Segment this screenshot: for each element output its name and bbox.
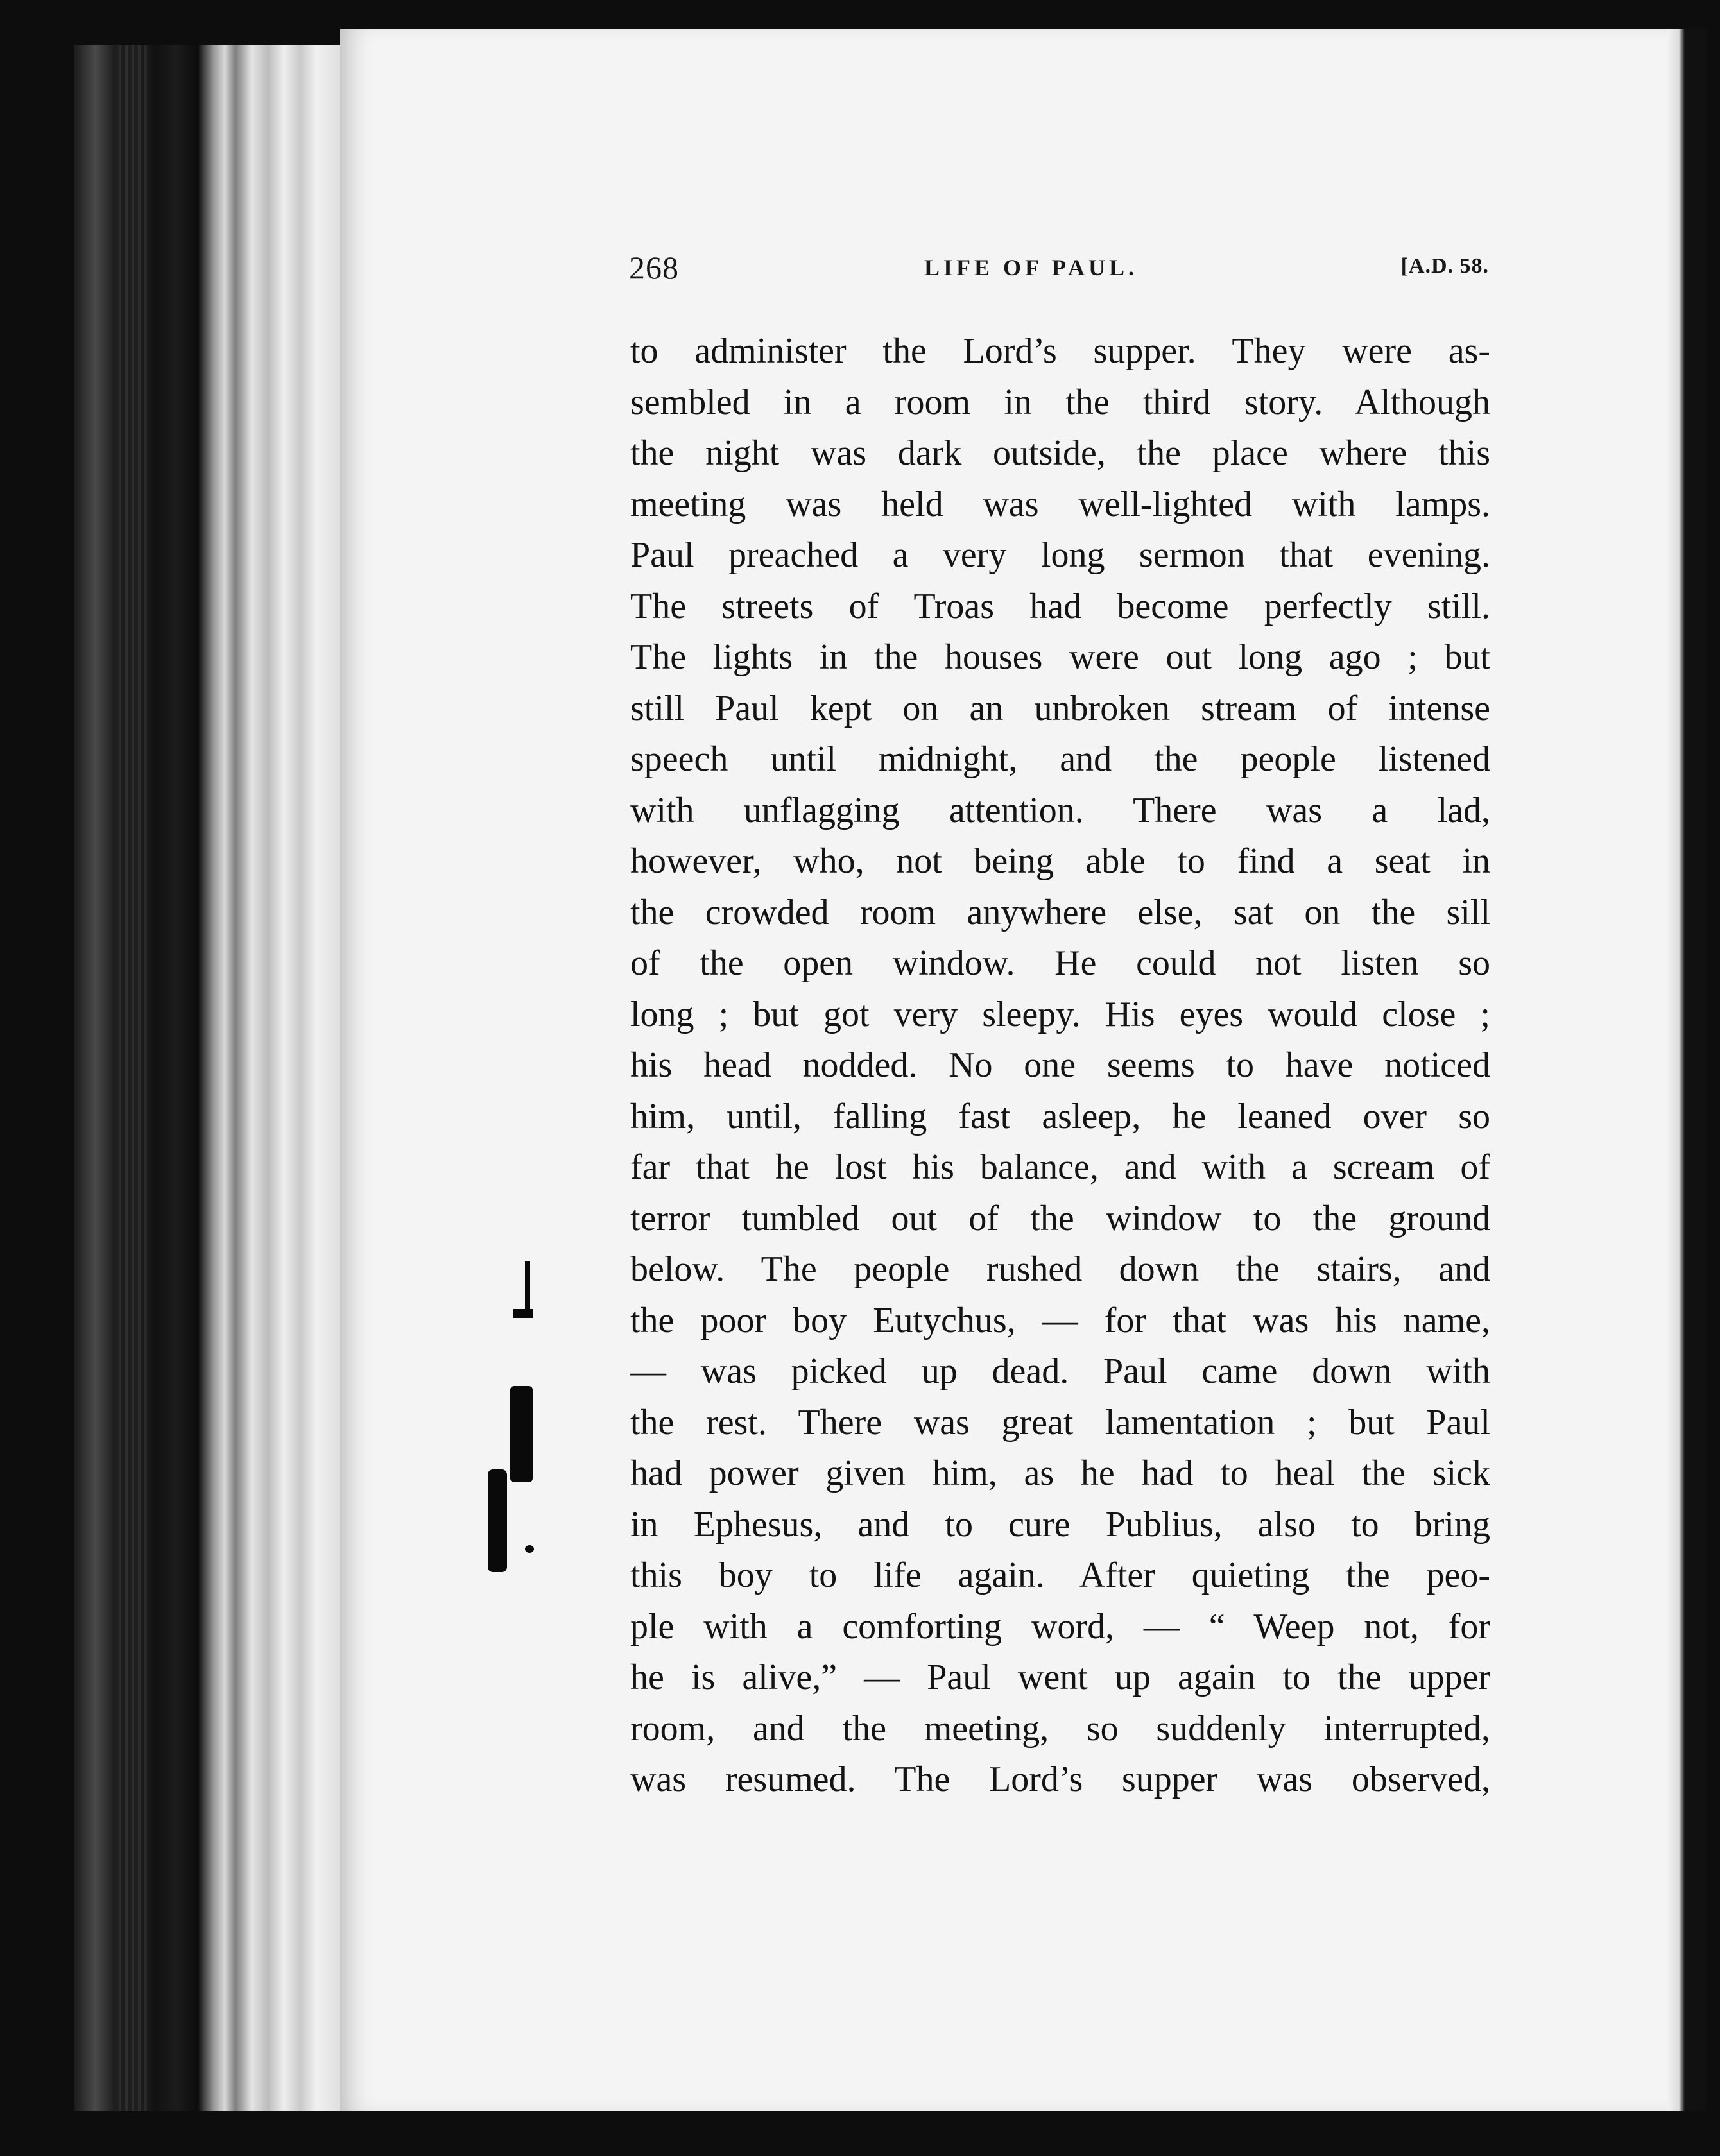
text-line: far that he lost his balance, and with a scream of xyxy=(630,1147,1490,1187)
text-line: of the open window. He could not listen so xyxy=(630,943,1490,983)
ink-smudge-mark xyxy=(525,1261,530,1312)
text-line: him, until, falling fast asleep, he leaned over so xyxy=(630,1096,1490,1136)
ink-smudge-mark xyxy=(488,1469,507,1572)
text-line: — was picked up dead. Paul came down with xyxy=(630,1351,1490,1391)
body-text xyxy=(630,326,1490,1806)
text-line: terror tumbled out of the window to the ground xyxy=(630,1198,1490,1238)
text-line: sembled in a room in the third story. Although xyxy=(630,382,1490,422)
text-line: he is alive,” — Paul went up again to the upper xyxy=(630,1657,1490,1697)
text-line: the poor boy Eutychus, — for that was his name, xyxy=(630,1300,1490,1340)
text-line: room, and the meeting, so suddenly interrupted, xyxy=(630,1708,1490,1749)
text-line: the rest. There was great lamentation ; but Paul xyxy=(630,1402,1490,1442)
text-line: ple with a comforting word, — “ Weep not, for xyxy=(630,1606,1490,1647)
text-line: his head nodded. No one seems to have noticed xyxy=(630,1045,1490,1085)
text-line: speech until midnight, and the people listened xyxy=(630,739,1490,779)
text-line: with unflagging attention. There was a lad, xyxy=(630,790,1490,830)
text-line: however, who, not being able to find a seat in xyxy=(630,841,1490,881)
text-line: was resumed. The Lord’s supper was observed, xyxy=(630,1759,1490,1799)
book-page-edges xyxy=(74,45,343,2111)
text-line: the crowded room anywhere else, sat on the sill xyxy=(630,892,1490,932)
text-line: had power given him, as he had to heal the sick xyxy=(630,1453,1490,1493)
text-line: to administer the Lord’s supper. They were as- xyxy=(630,331,1490,371)
running-title: LIFE OF PAUL. xyxy=(924,255,1139,280)
text-line: long ; but got very sleepy. His eyes would close ; xyxy=(630,994,1490,1034)
text-line: meeting was held was well-lighted with lamps. xyxy=(630,484,1490,524)
facing-page-edge xyxy=(1667,29,1706,2111)
text-line: this boy to life again. After quieting the peo- xyxy=(630,1555,1490,1595)
ink-smudge-mark xyxy=(513,1309,533,1318)
ink-smudge-mark xyxy=(510,1386,533,1482)
text-line: in Ephesus, and to cure Publius, also to bring xyxy=(630,1504,1490,1544)
text-line: below. The people rushed down the stairs, and xyxy=(630,1249,1490,1289)
date-label: [A.D. 58. xyxy=(1400,254,1489,278)
page-number: 268 xyxy=(629,250,679,286)
text-line: still Paul kept on an unbroken stream of intense xyxy=(630,688,1490,728)
text-line: The lights in the houses were out long ago ; but xyxy=(630,637,1490,677)
text-line: the night was dark outside, the place where this xyxy=(630,433,1490,473)
text-line: Paul preached a very long sermon that evening. xyxy=(630,535,1490,575)
page-header xyxy=(629,249,1489,294)
text-line: The streets of Troas had become perfectly still. xyxy=(630,586,1490,626)
ink-smudge-mark xyxy=(525,1545,534,1553)
